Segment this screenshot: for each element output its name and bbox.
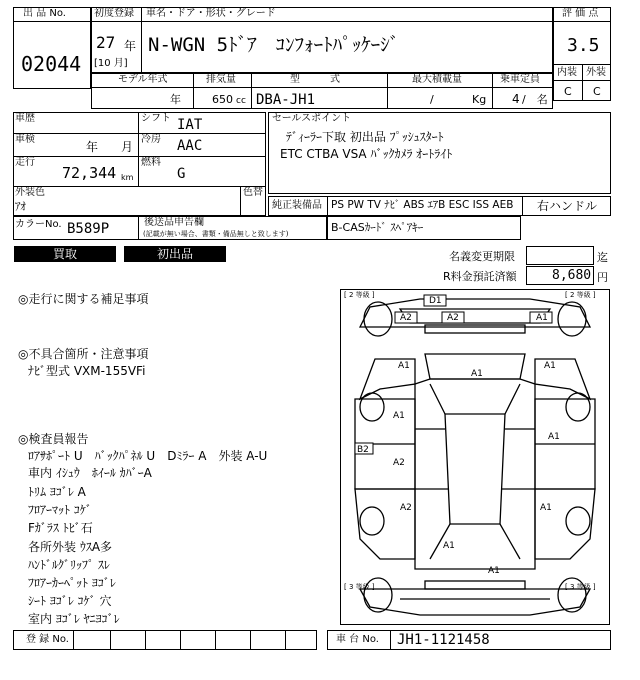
defects-title: ◎不具合箇所・注意事項 [18, 347, 149, 361]
details-box [13, 112, 266, 216]
lot-label: 出 品 No. [23, 8, 66, 19]
inspection-month-unit: 月 [121, 140, 134, 154]
color-change-label: 色替 [243, 187, 263, 198]
mileage-value: 72,344 [62, 164, 117, 182]
sales-points-label: セールスポイント [272, 113, 352, 124]
name-change-unit: 迄 [597, 251, 608, 264]
inspector-line: 車内 ｲｼｭｳ ﾎｲｰﾙ ｶﾊﾞｰA [28, 466, 152, 480]
sales-line-2: ETC CTBA VSA ﾊﾞｯｸｶﾒﾗ ｵｰﾄﾗｲﾄ [280, 147, 453, 161]
damage-mark: A1 [393, 411, 405, 421]
score-label: 評 価 点 [562, 8, 599, 19]
chassis-label: 車 台 No. [336, 634, 379, 645]
reg-month: [10 月] [94, 58, 128, 69]
aftermarket-note: (記載が無い場合、書類・備品無しと致します) [143, 230, 289, 238]
inspector-line: ﾌﾛｱｰﾏｯﾄ ｺｹﾞ [28, 503, 92, 517]
ac-label: 冷房 [141, 134, 161, 145]
damage-mark: A1 [536, 313, 548, 323]
inspector-line: ｼｰﾄ ﾖｺﾞﾚ ｺｹﾞ 穴 [28, 594, 112, 608]
equipment-list: PS PW TV ﾅﾋﾞ ABS ｴｱB ESC ISS AEB [331, 199, 514, 211]
damage-mark: A1 [443, 541, 455, 551]
aftermarket-label: 後送品申告欄 [144, 217, 204, 228]
damage-mark: D1 [429, 296, 442, 306]
name-change-label: 名義変更期限 [449, 250, 515, 263]
fuel-value: G [177, 166, 186, 182]
damage-mark: A2 [400, 313, 412, 323]
history-label: 車歴 [15, 113, 35, 124]
capacity-label: 乗車定員 [500, 74, 540, 85]
damage-mark: B2 [357, 445, 369, 455]
displacement-value: 650 [212, 93, 233, 106]
inspector-title: ◎検査員報告 [18, 432, 89, 446]
registration-label: 登 録 No. [26, 634, 69, 645]
capacity-unit: / 名 [522, 93, 548, 106]
displacement-unit: cc [236, 96, 246, 106]
max-load-label: 最大積載量 [412, 74, 462, 85]
capacity-value: 4 [512, 92, 520, 106]
recycle-fee-label: R料金預託済額 [443, 270, 517, 283]
chassis-number: JH1-1121458 [397, 632, 490, 648]
color-no-label: カラーNo. [15, 219, 62, 230]
lot-number: 02044 [21, 52, 82, 76]
equipment-label: 純正装備品 [272, 200, 322, 211]
inspector-line: 各所外装 ｳｽA多 [28, 540, 113, 554]
damage-mark: A2 [400, 503, 412, 513]
max-load-unit: Kg [472, 93, 487, 106]
max-load-value: / [430, 93, 434, 106]
damage-mark: A1 [548, 432, 560, 442]
ext-color-value: ｱｵ [15, 200, 26, 213]
inspector-line: ﾄﾘﾑ ﾖｺﾞﾚ A [28, 485, 86, 499]
recycle-fee-unit: 円 [597, 271, 608, 284]
recycle-fee-value: 8,680 [552, 268, 592, 283]
name-change-box [526, 246, 594, 265]
tag-buyout: 買取 [14, 246, 116, 262]
car-name-label: 車名・ドア・形状・グレード [146, 8, 276, 19]
mileage-label: 走行 [15, 157, 35, 168]
ac-value: AAC [177, 138, 203, 154]
defect-line: ﾅﾋﾞ型式 VXM-155VFi [28, 364, 146, 378]
diagram-grade-top-left: [ 2 等級 ] [344, 291, 375, 299]
driving-notes-title: ◎走行に関する補足事項 [18, 292, 149, 306]
inspector-line: ﾌﾛｱｰｶｰﾍﾟｯﾄ ﾖｺﾞﾚ [28, 576, 116, 590]
steering-side: 右ハンドル [537, 199, 598, 213]
damage-mark: A1 [488, 566, 500, 576]
inspector-line: ﾛｱｻﾎﾟｰﾄ U ﾊﾞｯｸﾊﾟﾈﾙ U Dﾐﾗｰ A 外装 A-U [28, 449, 268, 463]
mileage-unit: km [121, 173, 134, 182]
inspector-line: ﾊﾝﾄﾞﾙｸﾞﾘｯﾌﾟ ｽﾚ [28, 558, 110, 572]
first-registration-label: 初度登録 [94, 8, 134, 19]
interior-grade: C [564, 85, 572, 98]
color-no-value: B589P [67, 221, 110, 237]
diagram-grade-bottom-left: [ 3 等級 ] [344, 583, 375, 591]
shift-label: シフト [141, 113, 171, 124]
model-year-label: モデル年式 [118, 74, 168, 85]
model-year-unit: 年 [170, 93, 181, 106]
diagram-grade-bottom-right: [ 3 等級 ] [565, 583, 596, 591]
diagram-grade-top-right: [ 2 等級 ] [565, 291, 596, 299]
displacement-label: 排気量 [206, 74, 236, 85]
exterior-grade: C [593, 85, 601, 98]
ext-color-label: 外装色 [15, 187, 45, 198]
interior-label: 内装 [557, 67, 577, 78]
car-outline [340, 289, 610, 625]
reg-year-unit: 年 [124, 39, 137, 53]
inspection-label: 車検 [15, 134, 35, 145]
damage-mark: A1 [471, 369, 483, 379]
model-label: 型 式 [290, 74, 340, 85]
damage-mark: A1 [544, 361, 556, 371]
exterior-label: 外装 [586, 67, 606, 78]
sales-line-1: ﾃﾞｨｰﾗｰ下取 初出品 ﾌﾟｯｼｭｽﾀｰﾄ [286, 130, 444, 144]
car-name: N-WGN 5ﾄﾞｱ ｺﾝﾌｫｰﾄﾊﾟｯｹｰｼﾞ [148, 34, 400, 56]
tag-first-listing: 初出品 [124, 246, 226, 262]
damage-mark: A1 [540, 503, 552, 513]
damage-mark: A2 [393, 458, 405, 468]
model-value: DBA-JH1 [256, 92, 316, 108]
shift-value: IAT [177, 117, 203, 133]
reg-year: 27 [96, 33, 116, 52]
aftermarket-items: B-CASｶｰﾄﾞ ｽﾍﾟｱｷｰ [331, 221, 424, 234]
inspection-year-unit: 年 [86, 140, 99, 154]
fuel-label: 燃料 [141, 157, 161, 168]
inspector-line: 室内 ﾖｺﾞﾚ ﾔﾆﾖｺﾞﾚ [28, 612, 120, 626]
score-value: 3.5 [567, 35, 600, 56]
damage-mark: A1 [398, 361, 410, 371]
damage-mark: A2 [447, 313, 459, 323]
inspector-line: Fｶﾞﾗｽ ﾄﾋﾞ石 [28, 521, 93, 535]
